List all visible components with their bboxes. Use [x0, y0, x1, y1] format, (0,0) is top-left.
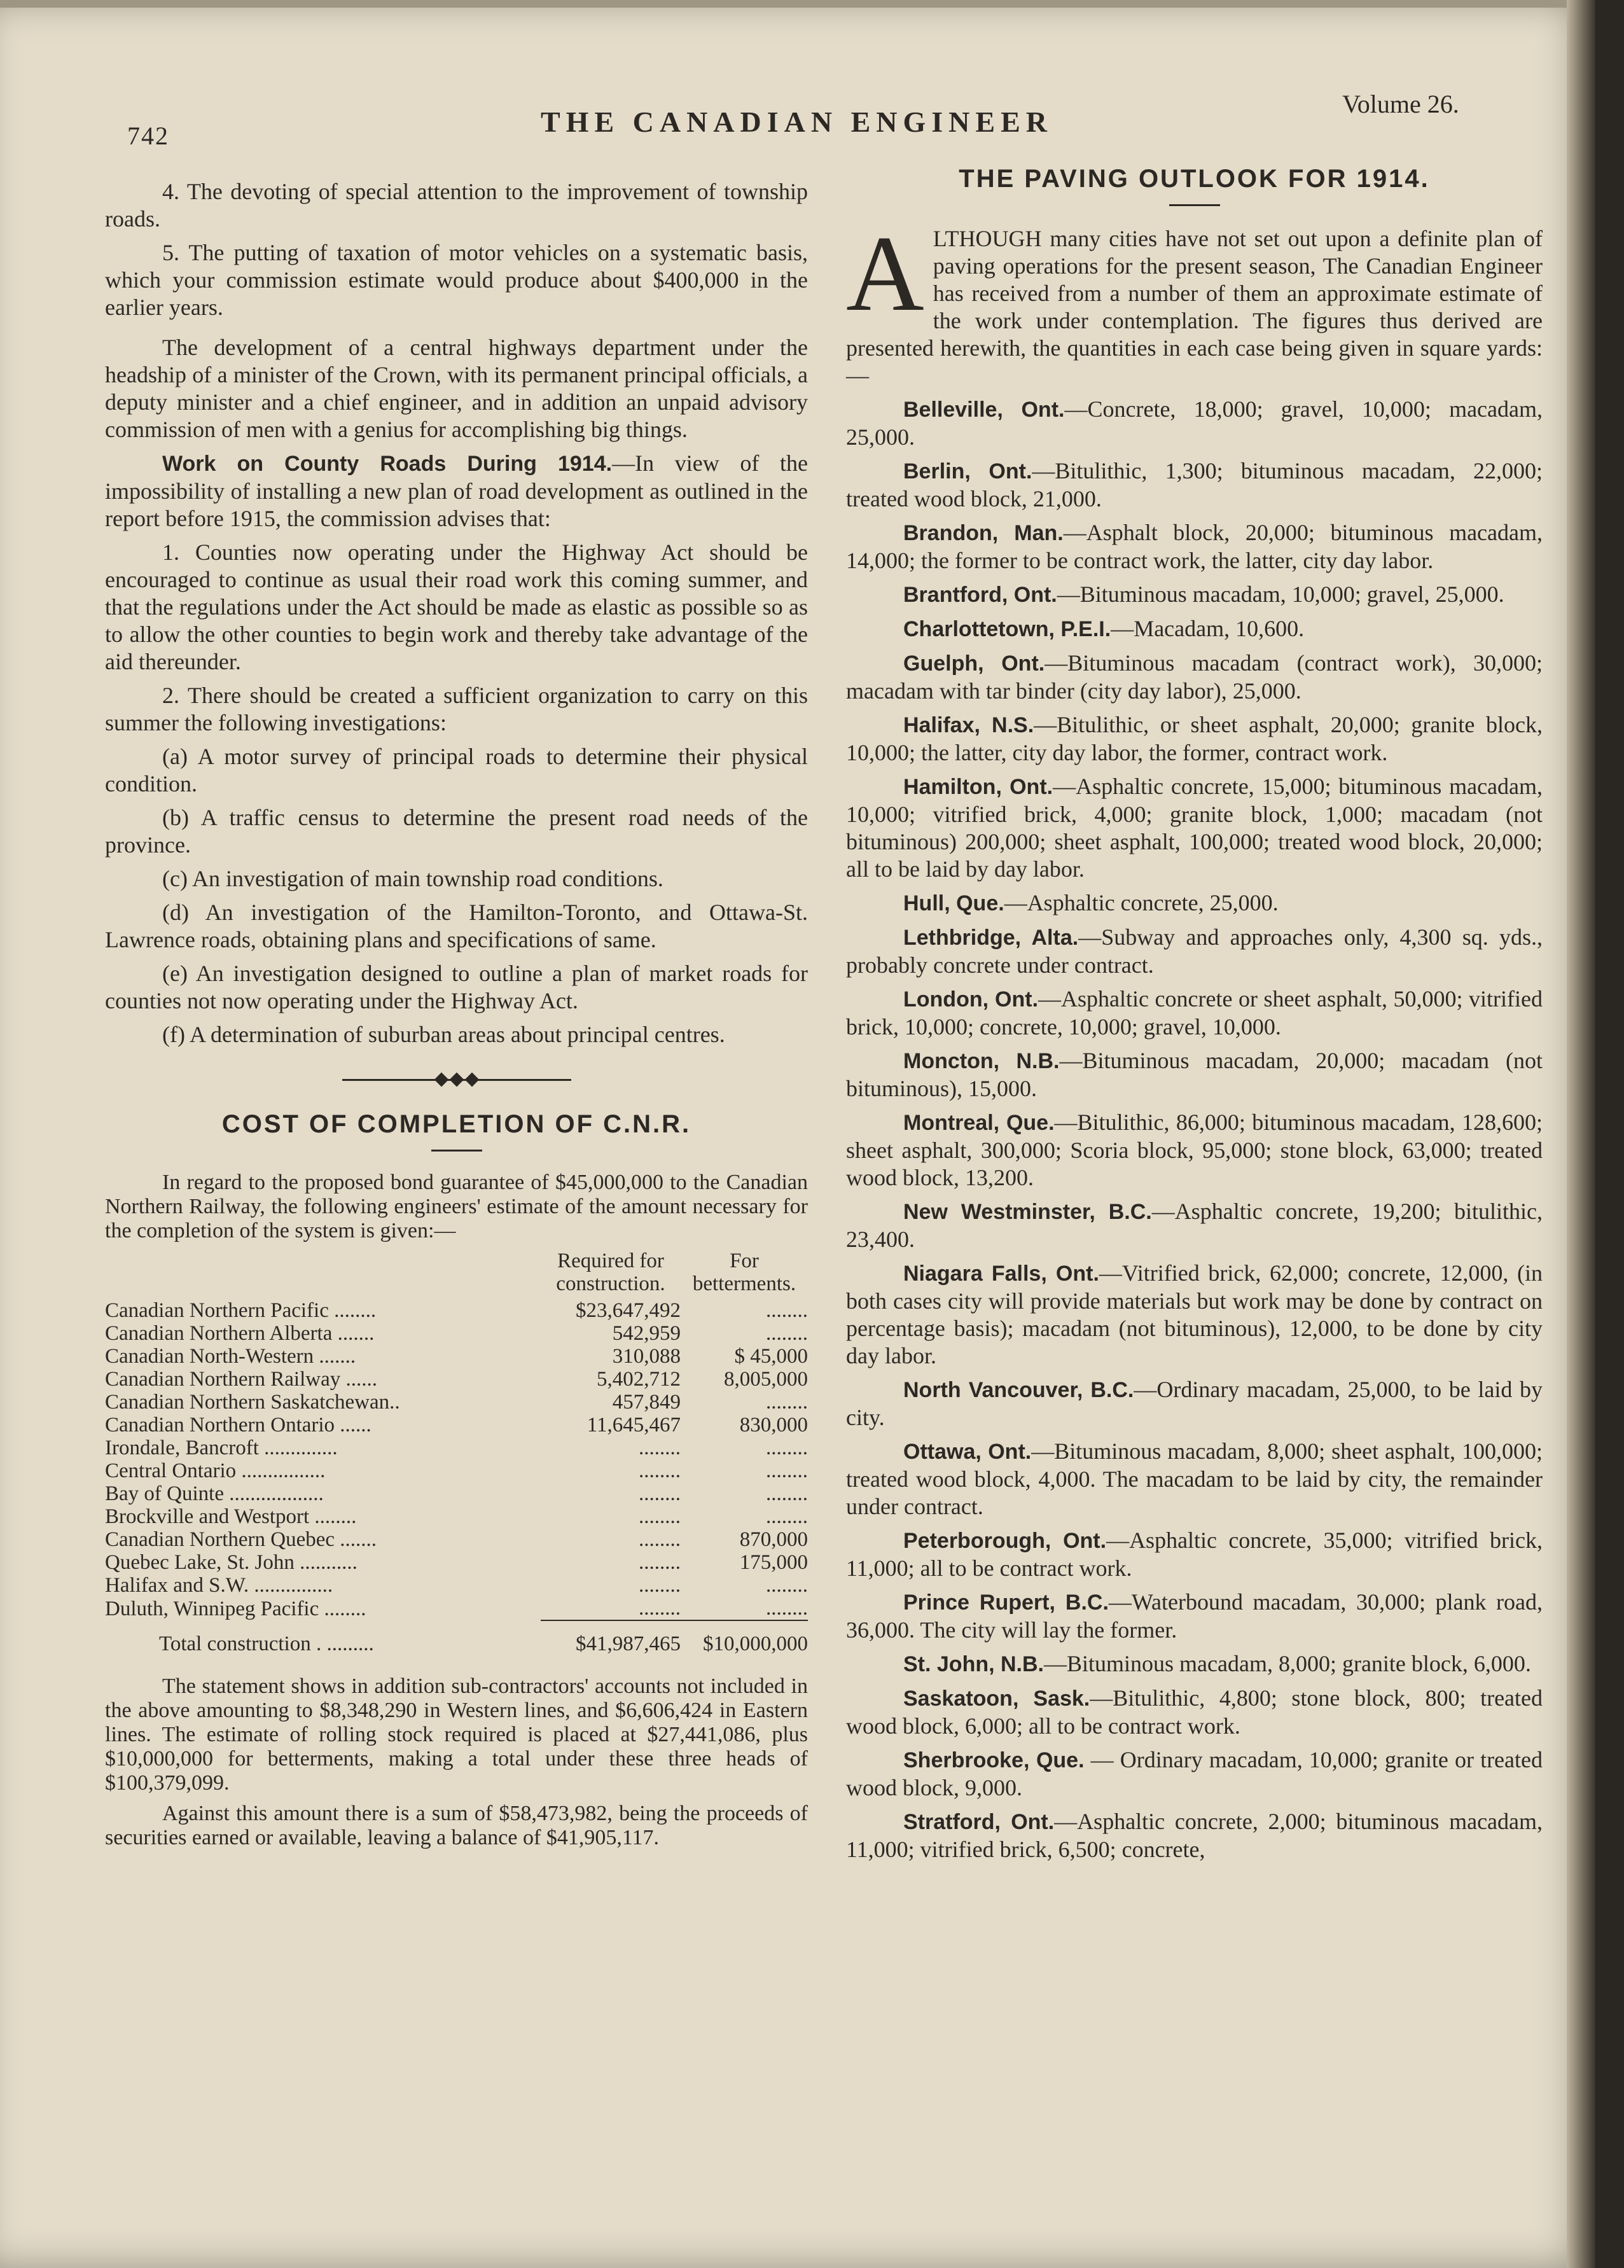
column-header: Required for construction.: [556, 1249, 665, 1295]
section-title: THE PAVING OUTLOOK FOR 1914.: [959, 165, 1430, 193]
sub-item: (b) A traffic census to determine the present road needs of the province.: [105, 805, 808, 858]
table-row: Irondale, Bancroft .............. ........ ........: [105, 1437, 808, 1459]
list-item: 1. Counties now operating under the Highway Act should be encouraged to continue as usual their road work this coming summer, and that the regulations under the Act should be made as elastic as possible so as to allow the other counties to begin work and thereby take advantage of the aid thereunder.: [105, 539, 808, 674]
sub-item: (e) An investigation designed to outline a plan of market roads for counties not now operating under the Highway Act.: [105, 961, 808, 1013]
table-row: Canadian Northern Ontario ...... 11,645,467 830,000: [105, 1414, 808, 1437]
page-edge-shadow: [1567, 0, 1595, 2268]
paving-entry: Prince Rupert, B.C.—Waterbound macadam, 30,000; plank road, 36,000. The city will lay the former.: [846, 1589, 1543, 1643]
paving-entry: Guelph, Ont.—Bituminous macadam (contract work), 30,000; macadam with tar binder (city day labor), 25,000.: [846, 650, 1543, 704]
paragraph: Against this amount there is a sum of $58,473,982, being the proceeds of securities earned or available, leaving a balance of $41,905,117.: [105, 1802, 808, 1849]
list-item: 4. The devoting of special attention to the improvement of township roads.: [105, 179, 808, 232]
title-rule: [1169, 204, 1220, 206]
paving-entry: Moncton, N.B.—Bituminous macadam, 20,000; macadam (not bituminous), 15,000.: [846, 1048, 1543, 1101]
table-row: Canadian Northern Railway ...... 5,402,712 8,005,000: [105, 1368, 808, 1391]
paving-entry: Saskatoon, Sask.—Bitulithic, 4,800; stone block, 800; treated wood block, 6,000; all to be contract work.: [846, 1685, 1543, 1739]
paragraph: In regard to the proposed bond guarantee of $45,000,000 to the Canadian Northern Railway, the following engineers' estimate of the amount necessary for the completion of the system is given:—: [105, 1171, 808, 1242]
table-row: Halifax and S.W. ............... ........ ........: [105, 1574, 808, 1597]
page-number: 742: [127, 122, 169, 150]
table-header: [105, 1249, 808, 1299]
cnr-cost-table: [105, 1249, 808, 1655]
paving-entry: Brantford, Ont.—Bituminous macadam, 10,000; gravel, 25,000.: [903, 581, 1504, 607]
paving-entry: Hamilton, Ont.—Asphaltic concrete, 15,000; bituminous macadam, 10,000; vitrified brick, 4,000; granite block, 1,000; macadam (not bituminous) 200,000; sheet asphalt, 100,000; treated wood block, 20,000; all to be laid by day labor.: [846, 774, 1543, 882]
sub-item: (f) A determination of suburban areas about principal centres.: [162, 1022, 725, 1047]
drop-cap: A: [846, 214, 924, 333]
paving-entry: Niagara Falls, Ont.—Vitrified brick, 62,000; concrete, 12,000, (in both cases city will provide materials but work may be done by contract on percentage basis); macadam (not bituminous), 12,000, to be done by city day labor.: [846, 1260, 1543, 1368]
paving-entry: Brandon, Man.—Asphalt block, 20,000; bituminous macadam, 14,000; the former to be contract work, the latter, city day labor.: [846, 520, 1543, 573]
paving-entry: St. John, N.B.—Bituminous macadam, 8,000; granite block, 6,000.: [903, 1651, 1531, 1676]
table-total-row: [105, 1621, 808, 1655]
table-row: Canadian North-Western ....... 310,088 $ 45,000: [105, 1345, 808, 1368]
paving-entry: Sherbrooke, Que. — Ordinary macadam, 10,000; granite or treated wood block, 9,000.: [846, 1747, 1543, 1800]
table-row: Canadian Northern Pacific ........ $23,647,492 ........: [105, 1299, 808, 1322]
journal-title: THE CANADIAN ENGINEER: [541, 106, 1053, 138]
sub-item: (d) An investigation of the Hamilton-Toronto, and Ottawa-St. Lawrence roads, obtaining plans and specifications of same.: [105, 900, 808, 952]
paving-entry: Charlottetown, P.E.I.—Macadam, 10,600.: [903, 616, 1305, 641]
sub-item: (c) An investigation of main township road conditions.: [162, 866, 663, 891]
table-row: Central Ontario ................ ........ ........: [105, 1459, 808, 1482]
list-item: 2. There should be created a sufficient organization to carry on this summer the following investigations:: [105, 683, 808, 735]
right-column: [846, 165, 1543, 1870]
section-title: COST OF COMPLETION OF C.N.R.: [221, 1110, 691, 1138]
paragraph: The statement shows in addition sub-contractors' accounts not included in the above amounting to $8,348,290 in Western lines, and $6,606,424 in Eastern lines. The estimate of rolling stock required is placed at $27,441,086, plus $10,000,000 for betterments, making a total under these three heads of $100,379,099.: [105, 1674, 808, 1795]
table-row: Canadian Northern Saskatchewan.. 457,849 ........: [105, 1391, 808, 1414]
volume-number: Volume 26.: [1342, 90, 1459, 118]
county-roads-paragraph: [105, 450, 808, 532]
paving-entry: Ottawa, Ont.—Bituminous macadam, 8,000; sheet asphalt, 100,000; treated wood block, 4,000. The macadam to be laid by city, the remainder under contract.: [846, 1438, 1543, 1519]
total-required: $41,987,465: [576, 1632, 681, 1655]
column-header: For betterments.: [692, 1249, 796, 1295]
table-row: Brockville and Westport ........ ........ ........: [105, 1505, 808, 1528]
table-row: Duluth, Winnipeg Pacific ........ ........ ........: [105, 1597, 808, 1620]
county-roads-text: —In view of the impossibility of installing a new plan of road development as outlined in the report before 1915, the commission advises that:: [105, 450, 808, 531]
county-roads-lead: Work on County Roads During 1914.: [162, 452, 613, 476]
paving-entry: Belleville, Ont.—Concrete, 18,000; gravel, 10,000; macadam, 25,000.: [846, 396, 1543, 450]
paragraph: The development of a central highways department under the headship of a minister of the Crown, with its permanent principal officials, a deputy minister and a chief engineer, and in addition an unpaid advisory commission of men with a genius for accomplishing big things.: [105, 335, 808, 442]
paving-entry: Berlin, Ont.—Bitulithic, 1,300; bituminous macadam, 22,000; treated wood block, 21,000.: [846, 458, 1543, 511]
title-rule: [431, 1150, 482, 1151]
section-ornament: [342, 1074, 571, 1085]
intro-paragraph: ALTHOUGH many cities have not set out upon a definite plan of paving operations for the present season, The Canadian Engineer has received from a number of them an approximate estimate of the work under contemplation. The figures thus derived are presented herewith, the quantities in each case being given in square yards:—: [846, 214, 1543, 388]
table-row: Quebec Lake, St. John ........... ........ 175,000: [105, 1551, 808, 1574]
paving-entry: Halifax, N.S.—Bitulithic, or sheet asphalt, 20,000; granite block, 10,000; the latter, city day labor, the former, contract work.: [846, 712, 1543, 765]
total-label: Total construction . .........: [159, 1632, 374, 1655]
table-row: Canadian Northern Alberta ....... 542,959 ........: [105, 1322, 808, 1345]
table-row: Canadian Northern Quebec ....... ........ 870,000: [105, 1528, 808, 1551]
left-column: [105, 178, 808, 1856]
sub-item: (a) A motor survey of principal roads to determine their physical condition.: [105, 744, 808, 797]
page-top-shadow: [0, 0, 1595, 8]
table-row: Bay of Quinte .................. ........ ........: [105, 1482, 808, 1505]
paving-entry: Peterborough, Ont.—Asphaltic concrete, 35,000; vitrified brick, 11,000; all to be contract work.: [846, 1527, 1543, 1581]
paving-entry: Hull, Que.—Asphaltic concrete, 25,000.: [903, 890, 1279, 915]
paving-entry: North Vancouver, B.C.—Ordinary macadam, 25,000, to be laid by city.: [846, 1377, 1543, 1430]
total-betterments: $10,000,000: [703, 1632, 808, 1655]
paving-entry: Stratford, Ont.—Asphaltic concrete, 2,000; bituminous macadam, 11,000; vitrified brick, 6,500; concrete,: [846, 1809, 1543, 1862]
paving-entry: Montreal, Que.—Bitulithic, 86,000; bituminous macadam, 128,600; sheet asphalt, 300,000; Scoria block, 95,000; stone block, 63,000; treated wood block, 13,200.: [846, 1110, 1543, 1190]
paving-entry: London, Ont.—Asphaltic concrete or sheet asphalt, 50,000; vitrified brick, 10,000; concrete, 10,000; gravel, 10,000.: [846, 986, 1543, 1040]
paving-entry: Lethbridge, Alta.—Subway and approaches only, 4,300 sq. yds., probably concrete under contract.: [846, 924, 1543, 978]
paving-entry: New Westminster, B.C.—Asphaltic concrete, 19,200; bitulithic, 23,400.: [846, 1199, 1543, 1252]
list-item: 5. The putting of taxation of motor vehicles on a systematic basis, which your commission estimate would produce about $400,000 in the earlier years.: [105, 240, 808, 320]
